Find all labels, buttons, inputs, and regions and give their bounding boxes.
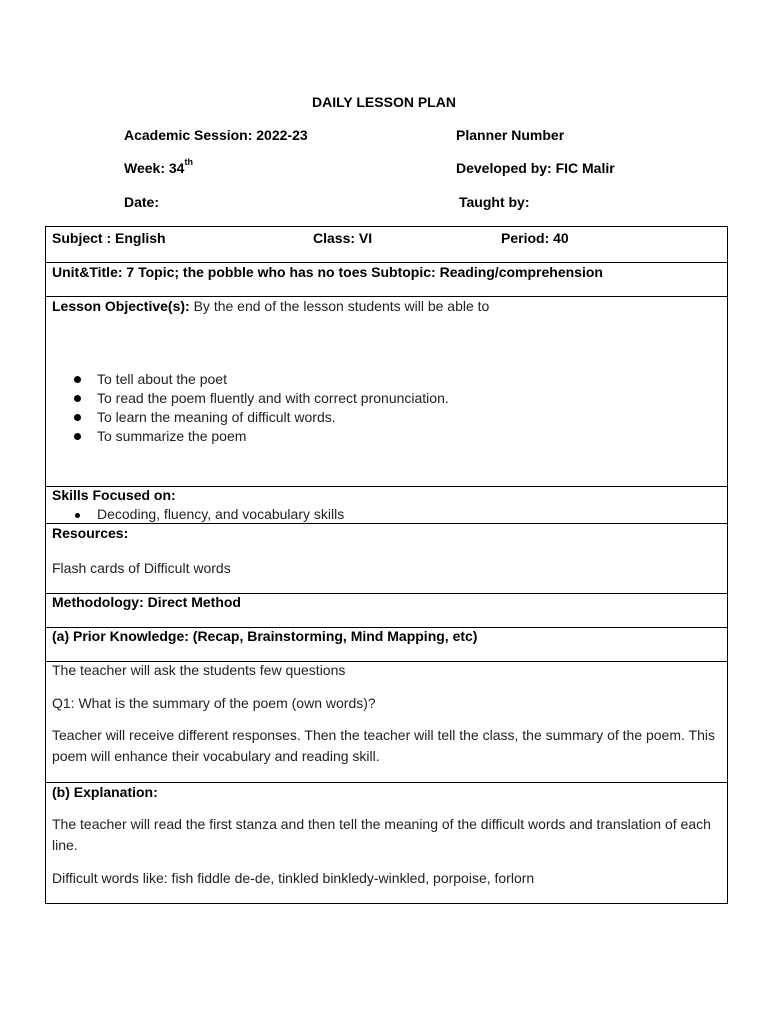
methodology: Methodology: Direct Method xyxy=(52,594,241,610)
explanation-row xyxy=(46,782,727,903)
prior-knowledge-header-row xyxy=(46,627,727,661)
subject: Subject : English xyxy=(52,230,166,246)
resources-label: Resources: xyxy=(52,525,129,541)
explanation-line-1: The teacher will read the first stanza and then tell the meaning of the difficult words and translation of each line. xyxy=(52,816,711,853)
developed-by: Developed by: FIC Malir xyxy=(456,160,615,176)
skills-row xyxy=(46,486,727,523)
prior-line-2: Q1: What is the summary of the poem (own words)? xyxy=(52,695,376,711)
list-item: To tell about the poet xyxy=(68,370,449,389)
prior-line-3: Teacher will receive different responses. Then the teacher will tell the class, the summary of the poem. This poem will enhance their vocabulary and reading skill. xyxy=(52,727,715,764)
bullet-icon xyxy=(74,414,81,421)
bullet-icon xyxy=(74,395,81,402)
lesson-plan-table xyxy=(45,226,728,904)
planner-number: Planner Number xyxy=(456,127,565,143)
academic-session: Academic Session: 2022-23 xyxy=(124,127,308,143)
resources-text: Flash cards of Difficult words xyxy=(52,560,231,576)
bullet-icon xyxy=(74,376,81,383)
bullet-icon xyxy=(74,433,81,440)
objective-intro: By the end of the lesson students will be able to xyxy=(189,298,490,314)
skills-list xyxy=(68,505,344,523)
bullet-icon xyxy=(75,513,80,518)
list-item: To summarize the poem xyxy=(68,427,449,446)
list-item: To learn the meaning of difficult words. xyxy=(68,408,449,427)
objective-row xyxy=(46,296,727,486)
list-item: To read the poem fluently and with correct pronunciation. xyxy=(68,389,449,408)
prior-line-1: The teacher will ask the students few questions xyxy=(52,662,346,678)
objectives-list xyxy=(68,370,449,446)
page-title: DAILY LESSON PLAN xyxy=(312,94,456,110)
methodology-row xyxy=(46,593,727,627)
list-item: Decoding, fluency, and vocabulary skills xyxy=(68,505,344,523)
week-sup: th xyxy=(184,157,193,167)
date-label: Date: xyxy=(124,194,160,210)
unit-title-row xyxy=(46,262,727,296)
skills-label: Skills Focused on: xyxy=(52,487,176,503)
explanation-line-2: Difficult words like: fish fiddle de-de, tinkled binkledy-winkled, porpoise, forlorn xyxy=(52,870,535,886)
unit-title: Unit&Title: 7 Topic; the pobble who has no toes Subtopic: Reading/comprehension xyxy=(52,264,603,280)
period: Period: 40 xyxy=(501,230,569,246)
week xyxy=(124,157,193,176)
subject-row xyxy=(46,227,727,262)
resources-row xyxy=(46,523,727,593)
objective-heading xyxy=(52,298,489,314)
taught-by-label: Taught by: xyxy=(459,194,530,210)
prior-knowledge-label: (a) Prior Knowledge: (Recap, Brainstorming, Mind Mapping, etc) xyxy=(52,628,478,644)
week-label: Week: 34 xyxy=(124,160,185,176)
explanation-label: (b) Explanation: xyxy=(52,784,158,800)
class: Class: VI xyxy=(313,230,373,246)
prior-knowledge-body-row xyxy=(46,661,727,782)
objective-label: Lesson Objective(s): xyxy=(52,298,190,314)
